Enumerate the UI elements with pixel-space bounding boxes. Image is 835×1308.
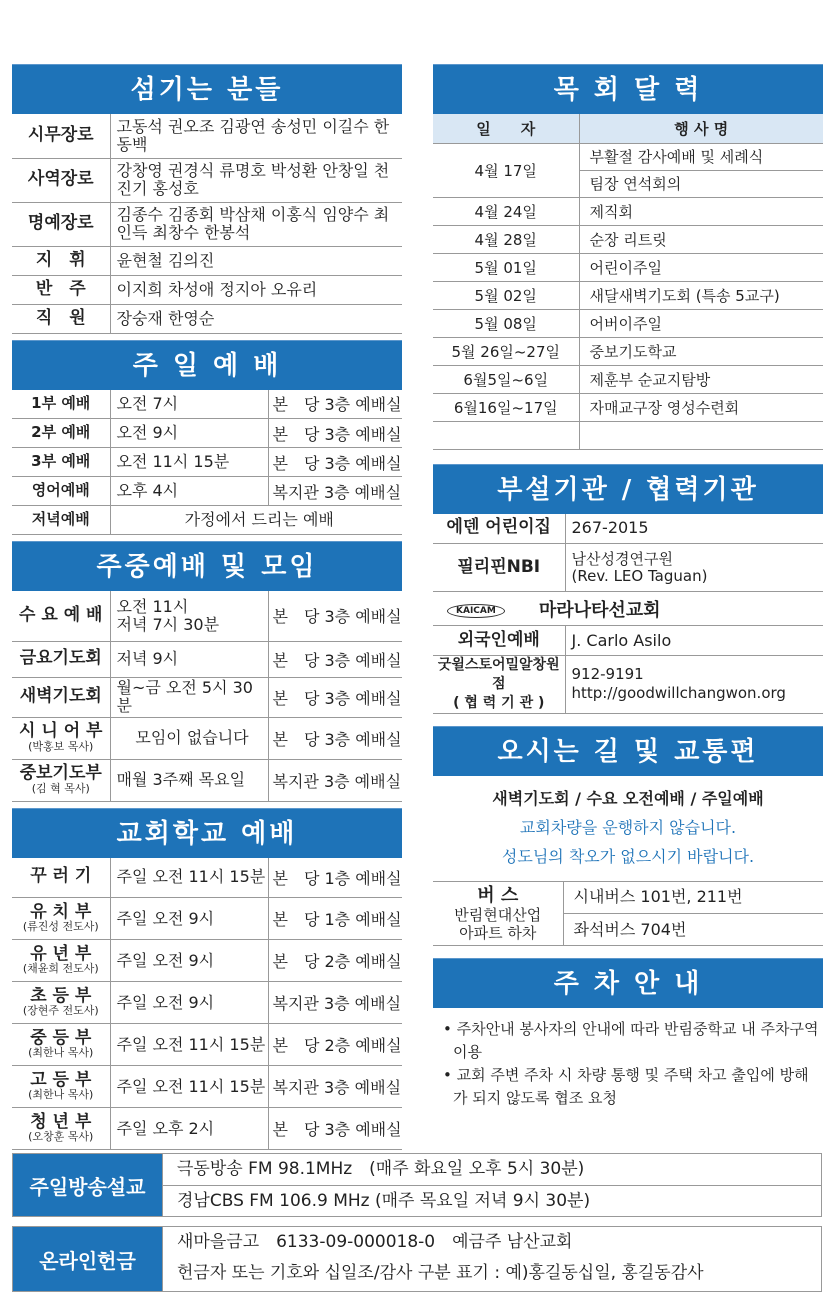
meeting-name xyxy=(12,1108,110,1150)
meeting-leader: (장현주 전도사) xyxy=(22,1004,99,1018)
service-name: 영어예배 xyxy=(12,477,110,506)
meeting-name xyxy=(12,641,110,677)
calendar-head-date: 일 자 xyxy=(433,114,579,143)
directions-title: 오시는 길 및 교통편 xyxy=(433,726,823,776)
directions-line3: 성도님의 착오가 없으시기 바랍니다. xyxy=(501,846,755,866)
broadcast-line2: 경남CBS FM 106.9 MHz (매주 목요일 저녁 9시 30분) xyxy=(163,1185,821,1216)
meeting-leader: (류진성 전도사) xyxy=(22,920,99,934)
meeting-title: 새벽기도회 xyxy=(19,686,102,707)
bus-label xyxy=(433,882,563,946)
service-name: 2부 예배 xyxy=(12,419,110,448)
meeting-name xyxy=(12,1066,110,1108)
calendar-event: 어버이주일 xyxy=(579,309,823,337)
goodwill-phone: 912-9191 xyxy=(571,664,644,683)
meeting-leader: (오창훈 목사) xyxy=(28,1130,94,1144)
service-name: 1부 예배 xyxy=(12,390,110,419)
servants-title: 섬기는 분들 xyxy=(12,64,402,114)
mariana-label: 마라나타선교회 xyxy=(538,599,661,621)
meeting-leader: (박홍보 목사) xyxy=(28,739,94,753)
goodwill-sub: ( 협 력 기 관 ) xyxy=(453,694,545,711)
calendar-date: 5월 02일 xyxy=(433,281,579,309)
calendar-date: 6월5일~6일 xyxy=(433,365,579,393)
service-time: 오전 11시 15분 xyxy=(110,448,268,477)
meeting-leader: (김 혁 목사) xyxy=(31,781,90,795)
meeting-time: 오전 11시 저녁 7시 30분 xyxy=(110,591,268,641)
calendar-event: 새달새벽기도회 (특송 5교구) xyxy=(579,281,823,309)
calendar-event: 순장 리트릿 xyxy=(579,225,823,253)
meeting-title: 시 니 어 부 xyxy=(19,721,103,742)
foreign-label: 외국인예배 xyxy=(433,626,565,656)
meeting-leader: (채윤희 전도사) xyxy=(22,962,99,976)
meeting-name xyxy=(12,677,110,717)
meeting-time: 주일 오전 9시 xyxy=(110,898,268,940)
meeting-place: 본 당 2층 예배실 xyxy=(268,1024,402,1066)
meeting-place: 본 당 3층 예배실 xyxy=(268,641,402,677)
broadcast-line1: 극동방송 FM 98.1MHz (매주 화요일 오후 5시 30분) xyxy=(177,1159,585,1179)
meeting-title: 유 치 부 xyxy=(30,901,92,922)
philippines-value: 남산성경연구원 (Rev. LEO Taguan) xyxy=(565,544,823,592)
meeting-name xyxy=(12,940,110,982)
meeting-time: 주일 오전 9시 xyxy=(110,982,268,1024)
midweek-title: 주중예배 및 모임 xyxy=(12,541,402,591)
calendar-event: 제훈부 순교지탐방 xyxy=(579,365,823,393)
servant-role: 사역장로 xyxy=(12,158,110,202)
servant-names: 장숭재 한영순 xyxy=(110,304,402,333)
directions-line2: 교회차량을 운행하지 않습니다. xyxy=(519,817,737,837)
directions-notice xyxy=(433,776,823,882)
meeting-time: 주일 오전 9시 xyxy=(110,940,268,982)
calendar-event: 자매교구장 영성수련회 xyxy=(579,393,823,421)
meeting-time: 주일 오전 11시 15분 xyxy=(110,1066,268,1108)
eden-label: 에덴 어린이집 xyxy=(433,514,565,544)
calendar-date: 4월 24일 xyxy=(433,197,579,225)
meeting-time: 모임이 없습니다 xyxy=(110,717,268,759)
meeting-title: 금요기도회 xyxy=(19,648,102,669)
meeting-title: 수 요 예 배 xyxy=(19,604,103,625)
servant-role: 지 휘 xyxy=(12,246,110,275)
meeting-place: 본 당 3층 예배실 xyxy=(268,717,402,759)
meeting-time: 주일 오전 11시 15분 xyxy=(110,1024,268,1066)
service-place: 복지관 3층 예배실 xyxy=(268,477,402,506)
service-name: 3부 예배 xyxy=(12,448,110,477)
calendar-date xyxy=(433,421,579,449)
goodwill-name: 굿윌스토어밀알창원점 xyxy=(437,657,560,692)
meeting-name xyxy=(12,717,110,759)
calendar-date: 4월 28일 xyxy=(433,225,579,253)
offering-box xyxy=(12,1226,822,1292)
parking-title: 주 차 안 내 xyxy=(433,958,823,1008)
meeting-title: 중보기도부 xyxy=(19,763,102,784)
bus-table xyxy=(433,882,823,947)
service-place: 본 당 3층 예배실 xyxy=(268,448,402,477)
calendar-event: 어린이주일 xyxy=(579,253,823,281)
goodwill-url[interactable]: http://goodwillchangwon.org xyxy=(571,684,786,703)
calendar-event: 부활절 감사예배 및 세례식 xyxy=(579,143,823,170)
meeting-name xyxy=(12,759,110,801)
calendar-date: 5월 08일 xyxy=(433,309,579,337)
calendar-date: 4월 17일 xyxy=(433,143,579,197)
meeting-name xyxy=(12,858,110,898)
sunday-title: 주 일 예 배 xyxy=(12,340,402,390)
calendar-date: 5월 26일~27일 xyxy=(433,337,579,365)
broadcast-box xyxy=(12,1153,822,1217)
meeting-title: 중 등 부 xyxy=(30,1027,92,1048)
meeting-time: 매월 3주째 목요일 xyxy=(110,759,268,801)
meeting-name xyxy=(12,591,110,641)
eden-phone: 267-2015 xyxy=(565,514,823,544)
service-time: 오후 4시 xyxy=(110,477,268,506)
affiliates-title: 부설기관 / 협력기관 xyxy=(433,464,823,514)
sunday-table xyxy=(12,390,402,536)
offering-line1: 새마을금고 6133-09-000018-0 예금주 남산교회 xyxy=(177,1232,573,1252)
goodwill-value xyxy=(565,656,823,714)
servant-names: 김종수 김종회 박삼채 이홍식 임양수 최인득 최창수 한봉석 xyxy=(110,202,402,246)
calendar-event: 제직회 xyxy=(579,197,823,225)
parking-item: • 주차안내 봉사자의 안내에 따라 반림중학교 내 주차구역 이용 xyxy=(443,1020,819,1062)
meeting-place: 본 당 3층 예배실 xyxy=(268,1108,402,1150)
servants-table xyxy=(12,114,402,334)
directions-line1: 새벽기도회 / 수요 오전예배 / 주일예배 xyxy=(492,788,764,808)
meeting-place: 복지관 3층 예배실 xyxy=(268,982,402,1024)
offering-line2: 헌금자 또는 기호와 십일조/감사 구분 표기 : 예)홍길동십일, 홍길동감사 xyxy=(177,1263,704,1283)
service-name: 저녁예배 xyxy=(12,506,110,535)
servant-names: 윤현철 김의진 xyxy=(110,246,402,275)
meeting-title: 초 등 부 xyxy=(30,985,92,1006)
servant-names: 이지희 차성애 정지아 오유리 xyxy=(110,275,402,304)
meeting-time: 저녁 9시 xyxy=(110,641,268,677)
bus-city: 시내버스 101번, 211번 xyxy=(563,882,823,914)
calendar-date: 5월 01일 xyxy=(433,253,579,281)
calendar-head-event: 행 사 명 xyxy=(579,114,823,143)
meeting-place: 복지관 3층 예배실 xyxy=(268,759,402,801)
servant-names: 고동석 권오조 김광연 송성민 이길수 한동백 xyxy=(110,114,402,158)
meeting-time: 주일 오전 11시 15분 xyxy=(110,858,268,898)
servant-role: 명예장로 xyxy=(12,202,110,246)
bus-stop: 반림현대산업 아파트 하차 xyxy=(454,906,542,943)
servant-role: 직 원 xyxy=(12,304,110,333)
servant-role: 반 주 xyxy=(12,275,110,304)
service-note: 가정에서 드리는 예배 xyxy=(110,506,402,535)
left-column xyxy=(12,64,402,1150)
offering-label: 온라인헌금 xyxy=(13,1227,163,1291)
meeting-leader: (최한나 목사) xyxy=(28,1046,94,1060)
service-place: 본 당 3층 예배실 xyxy=(268,390,402,419)
meeting-place: 본 당 3층 예배실 xyxy=(268,591,402,641)
calendar-date: 6월16일~17일 xyxy=(433,393,579,421)
meeting-time: 월~금 오전 5시 30분 xyxy=(110,677,268,717)
meeting-name xyxy=(12,1024,110,1066)
affiliates-table xyxy=(433,514,823,714)
service-time: 오전 9시 xyxy=(110,419,268,448)
meeting-title: 고 등 부 xyxy=(30,1069,92,1090)
servant-names: 강창영 권경식 류명호 박성환 안창일 천진기 홍성호 xyxy=(110,158,402,202)
bus-seat: 좌석버스 704번 xyxy=(563,914,823,946)
meeting-title: 유 년 부 xyxy=(30,943,92,964)
servant-role: 시무장로 xyxy=(12,114,110,158)
meeting-title: 꾸 러 기 xyxy=(30,866,92,887)
school-table xyxy=(12,858,402,1151)
meeting-place: 본 당 1층 예배실 xyxy=(268,858,402,898)
calendar-table xyxy=(433,114,823,450)
meeting-name xyxy=(12,898,110,940)
bus-title: 버 스 xyxy=(477,884,519,906)
meeting-place: 본 당 2층 예배실 xyxy=(268,940,402,982)
broadcast-label: 주일방송설교 xyxy=(13,1154,163,1216)
meeting-place: 복지관 3층 예배실 xyxy=(268,1066,402,1108)
meeting-place: 본 당 3층 예배실 xyxy=(268,677,402,717)
service-place: 본 당 3층 예배실 xyxy=(268,419,402,448)
right-column xyxy=(433,64,823,1110)
meeting-place: 본 당 1층 예배실 xyxy=(268,898,402,940)
parking-item: • 교회 주변 주차 시 차량 통행 및 주택 차고 출입에 방해가 되지 않도록 협조 요청 xyxy=(443,1066,809,1108)
calendar-event: 팀장 연석회의 xyxy=(579,170,823,197)
foreign-value: J. Carlo Asilo xyxy=(565,626,823,656)
philippines-label: 필리핀NBI xyxy=(433,544,565,592)
parking-list xyxy=(433,1008,823,1110)
calendar-title: 목 회 달 력 xyxy=(433,64,823,114)
meeting-time: 주일 오후 2시 xyxy=(110,1108,268,1150)
meeting-title: 청 년 부 xyxy=(30,1111,92,1132)
mariana-row xyxy=(433,592,823,626)
meeting-leader: (최한나 목사) xyxy=(28,1088,94,1102)
meeting-name xyxy=(12,982,110,1024)
service-time: 오전 7시 xyxy=(110,390,268,419)
calendar-event: 중보기도학교 xyxy=(579,337,823,365)
calendar-event xyxy=(579,421,823,449)
school-title: 교회학교 예배 xyxy=(12,808,402,858)
kaicam-logo-icon: KAICAM xyxy=(447,604,505,618)
goodwill-label xyxy=(433,656,565,714)
midweek-table xyxy=(12,591,402,802)
